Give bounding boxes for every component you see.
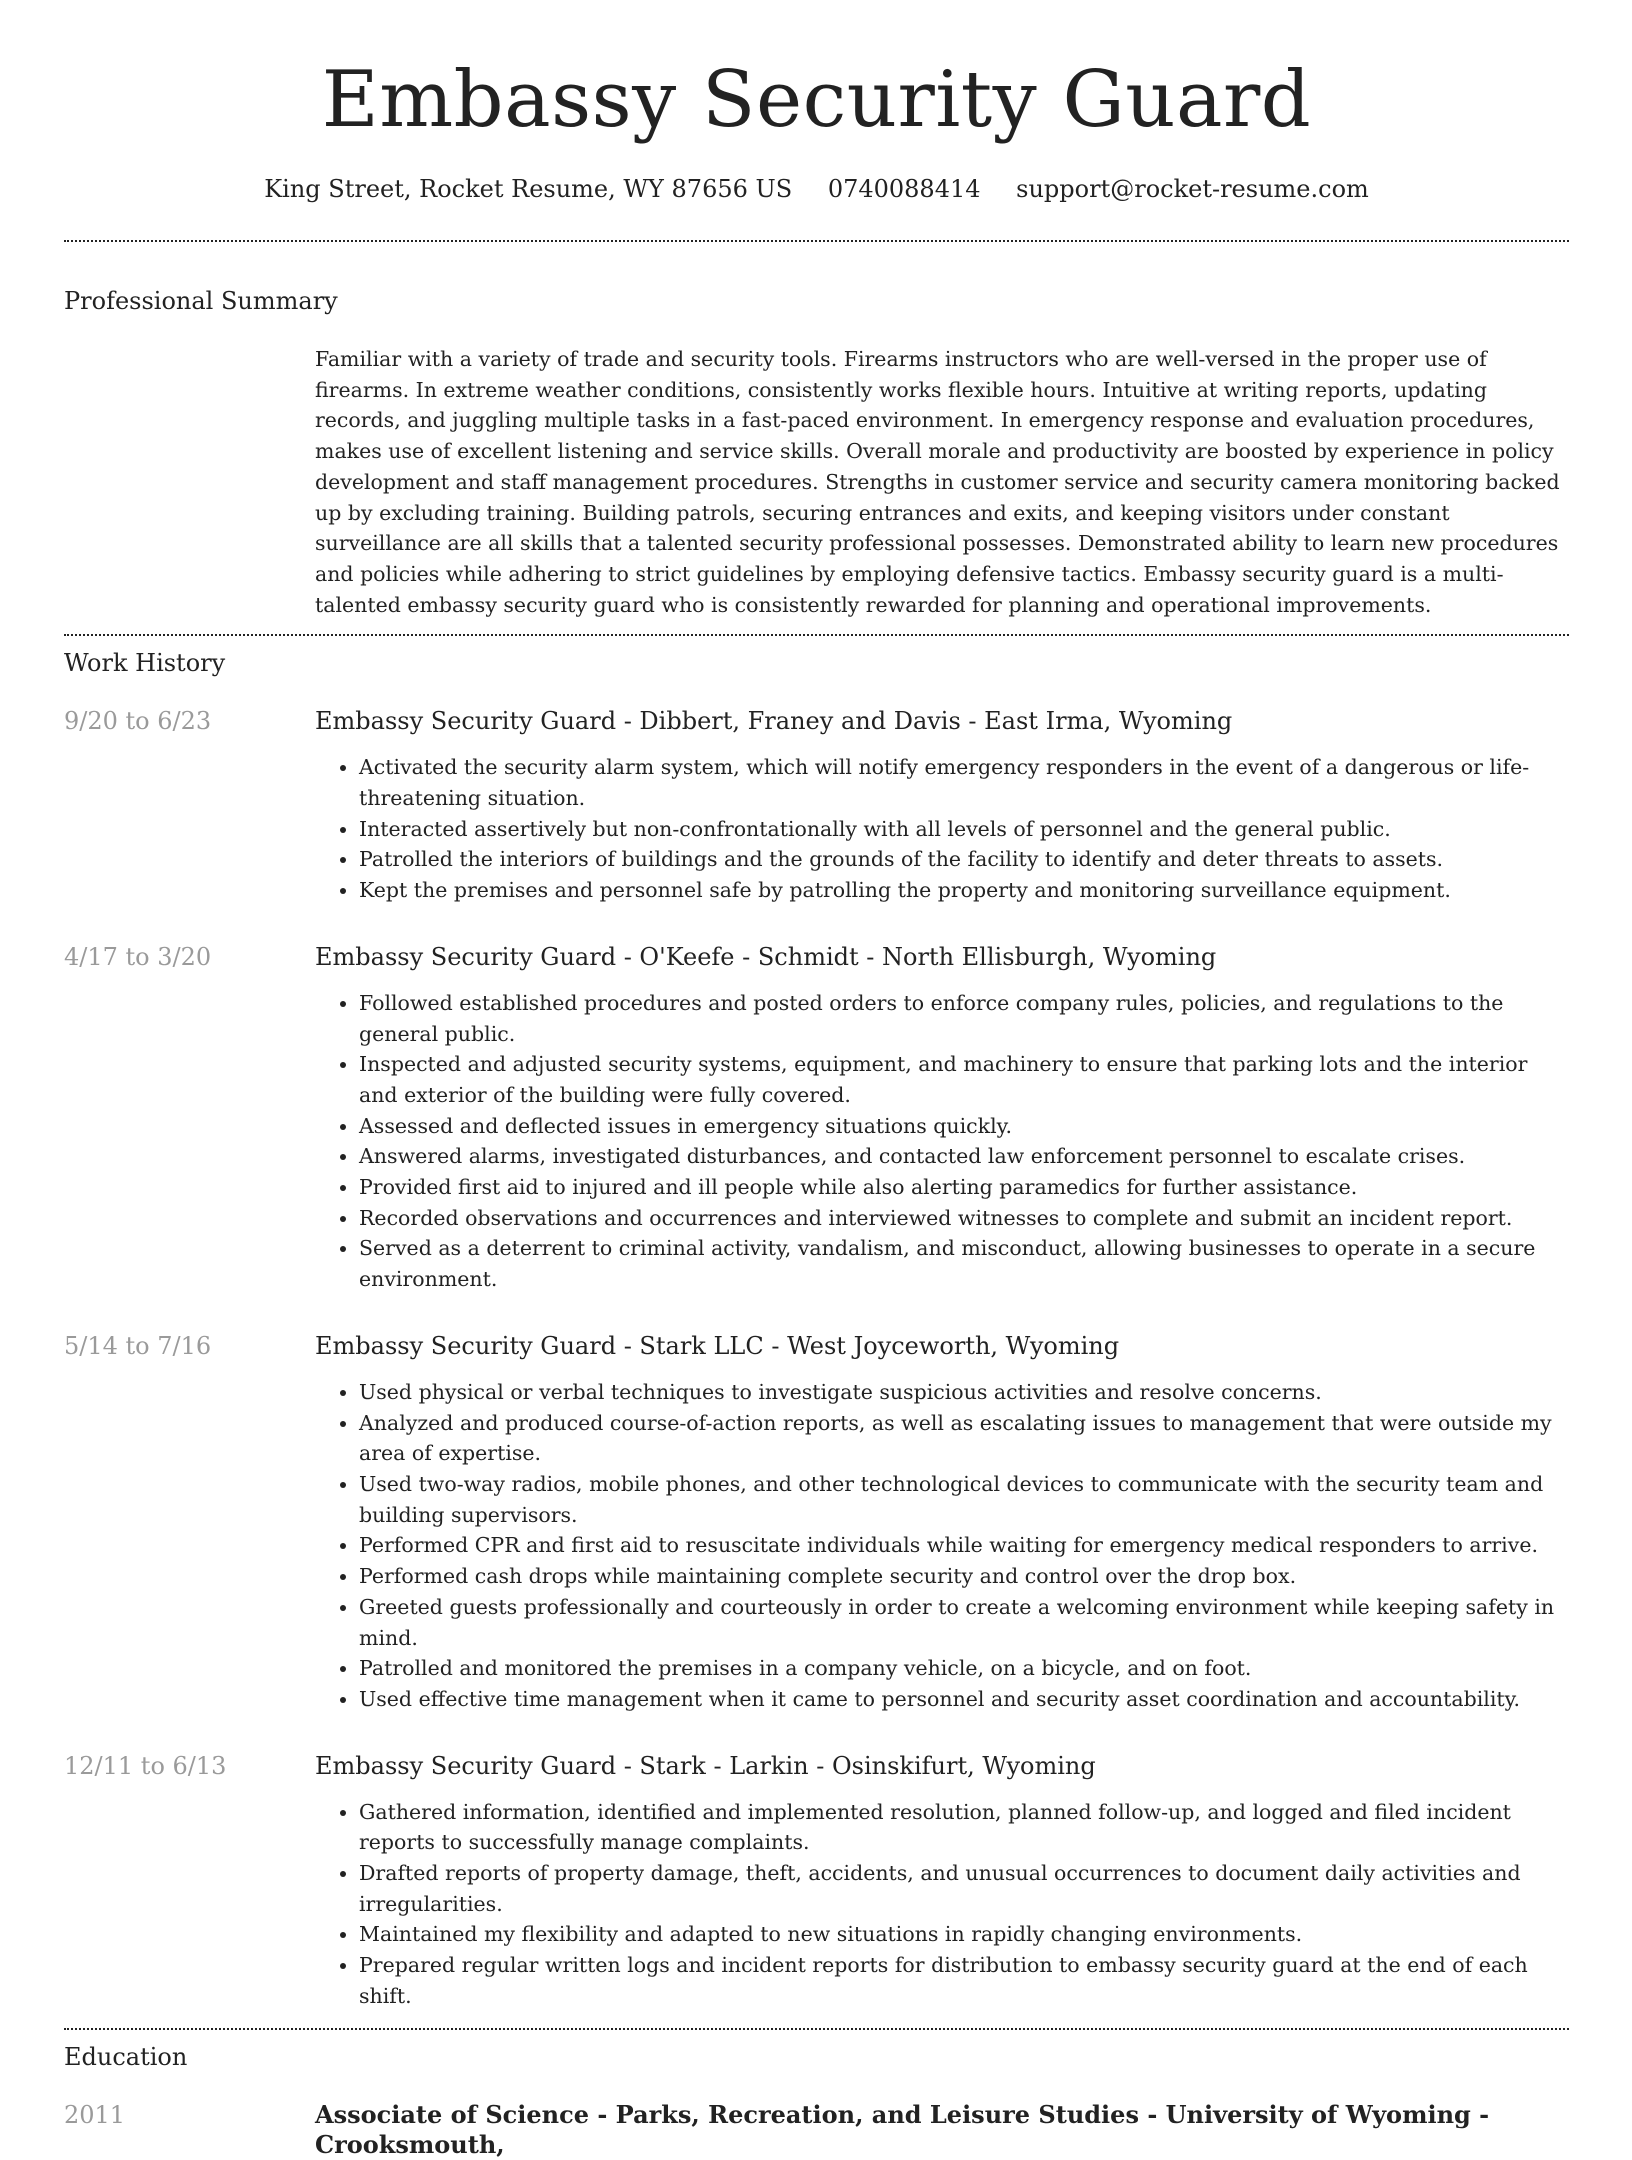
contact-address: King Street, Rocket Resume, WY 87656 US [264,175,793,203]
job-bullet: • Gathered information, identified and implemented resolution, planned follow-up, and logged and filed incident reports to successfully manage complaints. [359,1797,1569,1858]
job-bullet: • Provided first aid to injured and ill people while also alerting paramedics for further assistance. [359,1172,1569,1203]
job-bullet: • Patrolled the interiors of buildings and the grounds of the facility to identify and deter threats to assets. [359,844,1569,875]
divider-work-history [64,2028,1569,2030]
job-entry [64,1331,1569,1715]
job-heading: Embassy Security Guard - Dibbert, Franey and Davis - East Irma, Wyoming [315,707,1233,736]
job-bullet: • Activated the security alarm system, which will notify emergency responders in the event of a dangerous or life-threatening situation. [359,752,1569,813]
job-bullet: • Assessed and deflected issues in emergency situations quickly. [359,1111,1569,1142]
job-entry [64,1751,1569,2012]
resume-name-title: Embassy Security Guard [321,55,1312,145]
education-section-title: Education [64,2042,188,2071]
job-bullet: • Followed established procedures and posted orders to enforce company rules, policies, and regulations to the general public. [359,988,1569,1049]
job-bullet: • Analyzed and produced course-of-action reports, as well as escalating issues to management that were outside my area of expertise. [359,1408,1569,1469]
job-bullet: • Maintained my flexibility and adapted to new situations in rapidly changing environments. [359,1919,1569,1950]
education-year: 2011 [64,2100,126,2129]
job-body [315,1331,1569,1715]
job-bullet: • Greeted guests professionally and courteously in order to create a welcoming environment while keeping safety in mind. [359,1592,1569,1653]
job-bullet: • Used physical or verbal techniques to investigate suspicious activities and resolve concerns. [359,1377,1569,1408]
job-entry [64,942,1569,1295]
job-bullet: • Prepared regular written logs and incident reports for distribution to embassy security guard at the end of each shift. [359,1950,1569,2011]
job-dates: 4/17 to 3/20 [64,942,212,971]
divider-header [64,240,1569,242]
summary-section-title: Professional Summary [64,287,338,315]
contact-line [64,174,1569,204]
job-bullets [315,1797,1569,2012]
work-history-section-title: Work History [64,649,226,678]
summary-text: Familiar with a variety of trade and security tools. Firearms instructors who are well-versed in the proper use of firearms. In extreme weather conditions, consistently works flexible hours. Intuitive at writing reports, updating records, and juggling multiple tasks in a fast-paced environment. In emergency response and evaluation procedures, makes use of excellent listening and service skills. Overall morale and productivity are boosted by experience in policy development and staff management procedures. Strengths in customer service and security camera monitoring backed up by excluding training. Building patrols, securing entrances and exits, and keeping visitors under constant surveillance are all skills that a talented security professional possesses. Demonstrated ability to learn new procedures and policies while adhering to strict guidelines by employing defensive tactics. Embassy security guard is a multi-talented embassy security guard who is consistently rewarded for planning and operational improvements. [315,347,1560,617]
education-heading: Associate of Science - Parks, Recreation, and Leisure Studies - University of Wyoming - Crooksmouth, [315,2099,1490,2159]
job-entry [64,706,1569,906]
divider-summary [64,634,1569,636]
contact-email: support@rocket-resume.com [1016,175,1369,203]
education-entry [64,2100,1569,2160]
job-bullet: • Performed cash drops while maintaining complete security and control over the drop box. [359,1561,1569,1592]
job-bullet: • Answered alarms, investigated disturbances, and contacted law enforcement personnel to escalate crises. [359,1141,1569,1172]
job-dates: 12/11 to 6/13 [64,1751,227,1780]
job-body [315,1751,1569,2012]
job-heading: Embassy Security Guard - O'Keefe - Schmidt - North Ellisburgh, Wyoming [315,942,1217,971]
contact-phone: 0740088414 [827,175,981,203]
job-bullet: • Served as a deterrent to criminal activity, vandalism, and misconduct, allowing businesses to operate in a secure environment. [359,1233,1569,1294]
job-body [315,706,1569,906]
job-bullet: • Patrolled and monitored the premises in a company vehicle, on a bicycle, and on foot. [359,1653,1569,1684]
job-heading: Embassy Security Guard - Stark LLC - West Joyceworth, Wyoming [315,1331,1120,1360]
job-bullet: • Performed CPR and first aid to resuscitate individuals while waiting for emergency medical responders to arrive. [359,1530,1569,1561]
job-heading: Embassy Security Guard - Stark - Larkin - Osinskifurt, Wyoming [315,1751,1096,1780]
job-bullets [315,988,1569,1295]
job-bullet: • Drafted reports of property damage, theft, accidents, and unusual occurrences to document daily activities and irregularities. [359,1858,1569,1919]
job-bullets [315,752,1569,906]
job-dates: 9/20 to 6/23 [64,707,212,736]
job-bullet: • Inspected and adjusted security systems, equipment, and machinery to ensure that parking lots and the interior and exterior of the building were fully covered. [359,1049,1569,1110]
job-body [315,942,1569,1295]
job-bullet: • Used effective time management when it came to personnel and security asset coordination and accountability. [359,1684,1569,1715]
job-bullet: • Interacted assertively but non-confrontationally with all levels of personnel and the general public. [359,814,1569,845]
job-dates: 5/14 to 7/16 [64,1331,212,1360]
job-bullet: • Kept the premises and personnel safe by patrolling the property and monitoring surveillance equipment. [359,875,1569,906]
job-bullet: • Recorded observations and occurrences and interviewed witnesses to complete and submit an incident report. [359,1203,1569,1234]
job-bullets [315,1377,1569,1715]
job-bullet: • Used two-way radios, mobile phones, and other technological devices to communicate with the security team and building supervisors. [359,1469,1569,1530]
resume-page [64,0,1569,2160]
